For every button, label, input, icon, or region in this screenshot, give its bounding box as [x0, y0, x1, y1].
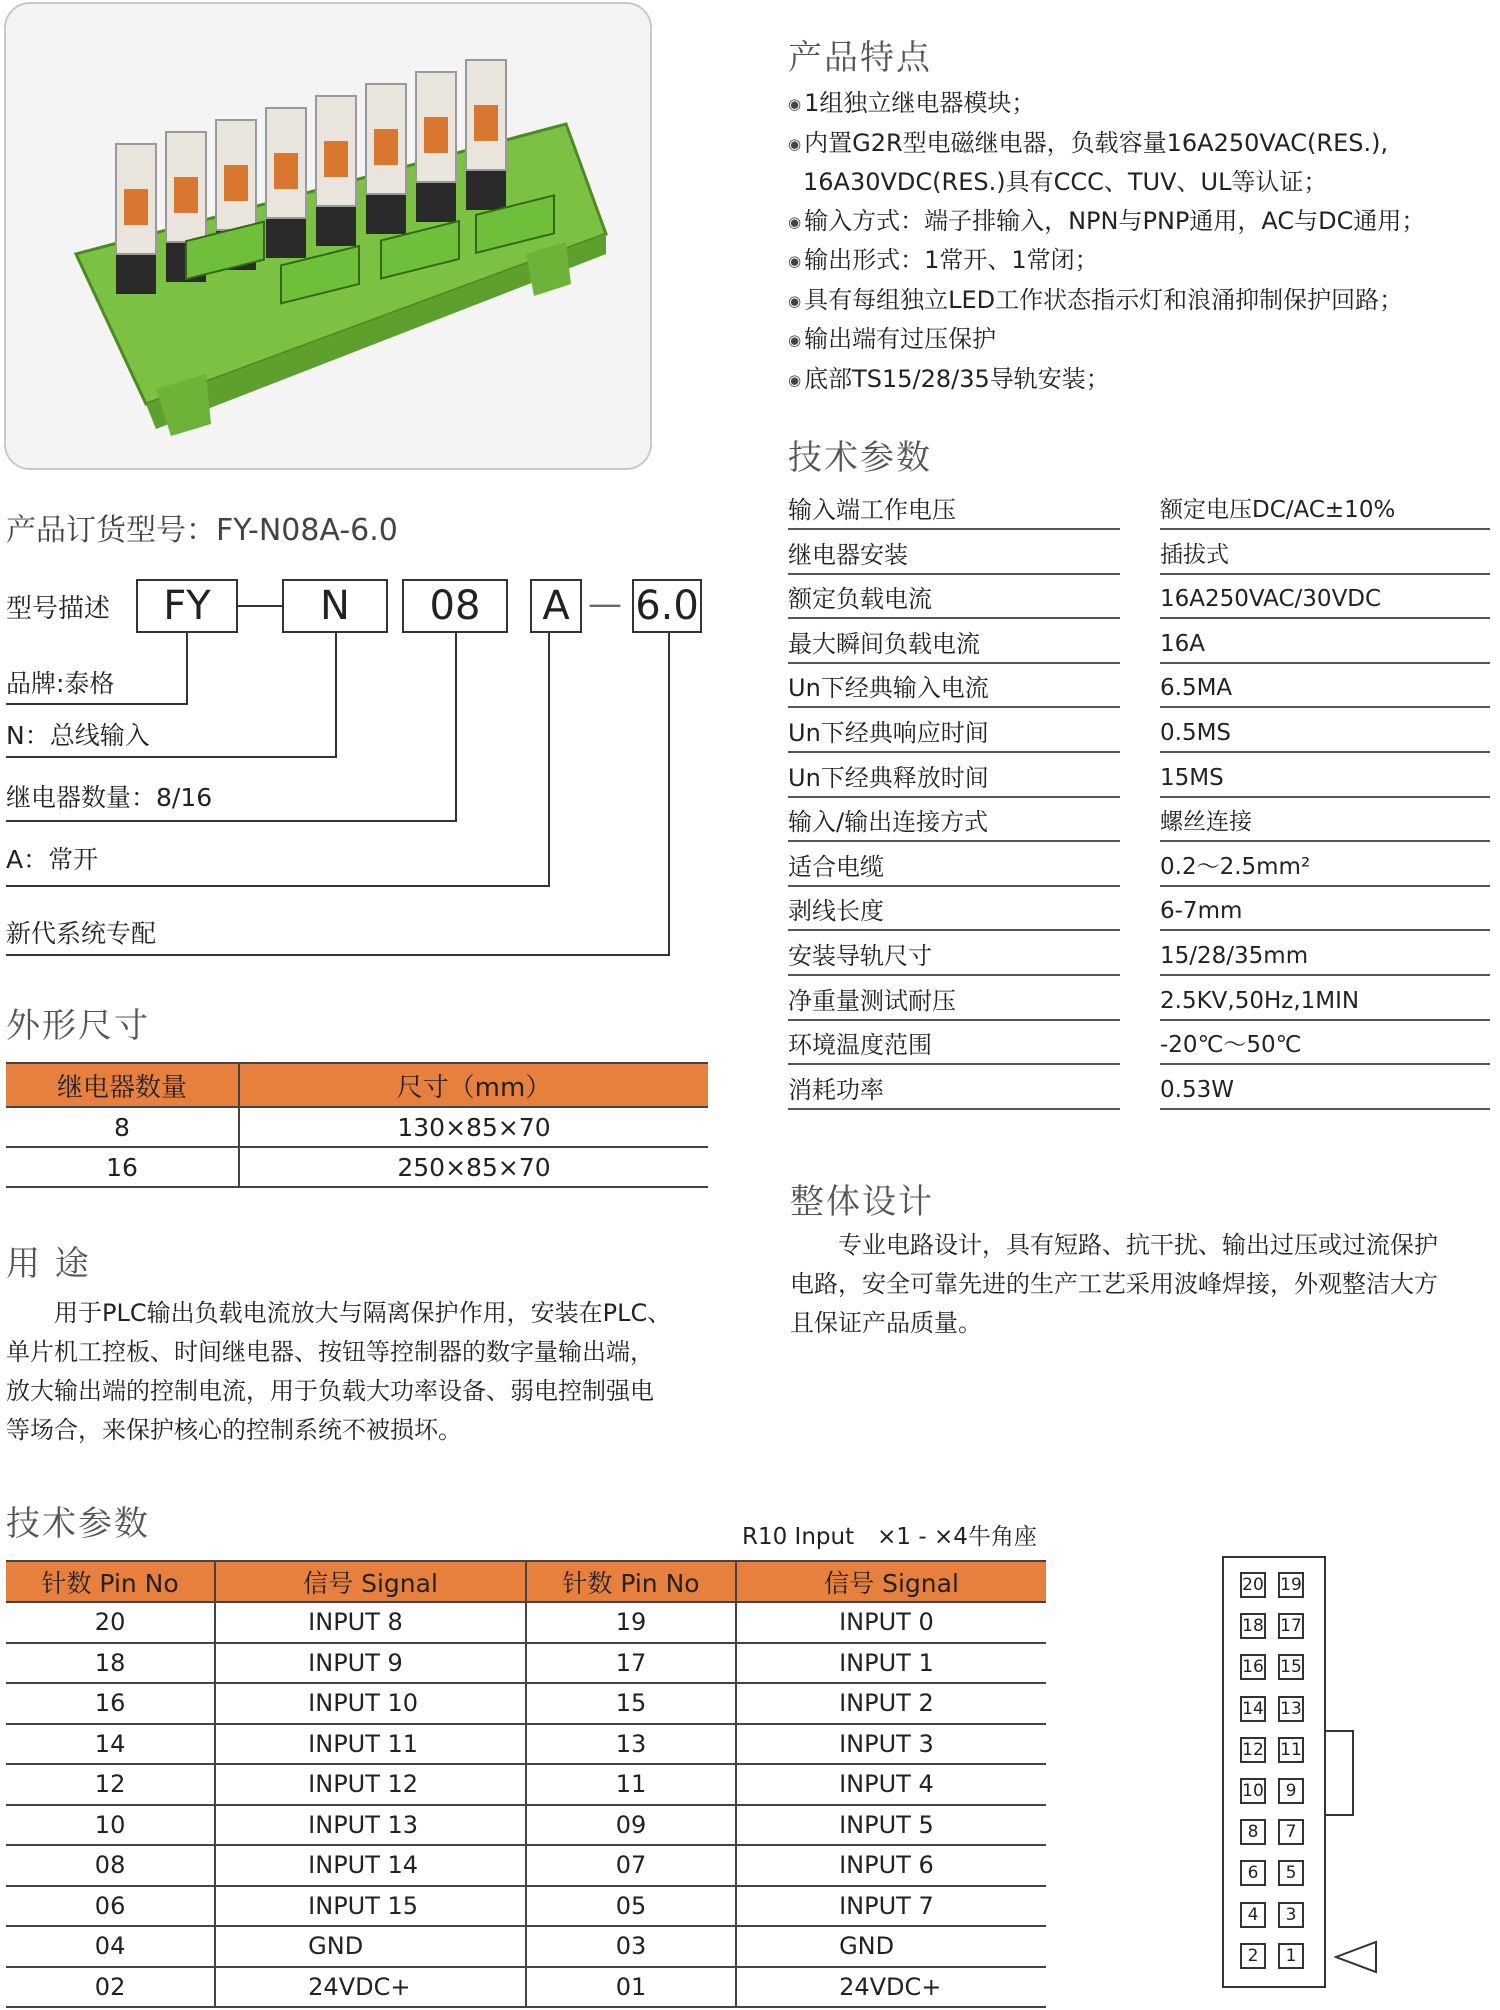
pin-no-cell: 04 [6, 1926, 215, 1967]
pin-no-cell: 20 [6, 1602, 215, 1643]
relay-count-cell: 16 [6, 1147, 239, 1187]
spec-value: 0.2～2.5mm² [1160, 847, 1490, 887]
spec-row [788, 981, 1490, 1026]
spec-row [788, 490, 1490, 535]
spec-row [788, 535, 1490, 580]
pin-no-cell: 07 [526, 1845, 736, 1886]
signal-cell: INPUT 6 [736, 1845, 1046, 1886]
spec-row [788, 891, 1490, 936]
spec-key: Un下经典输入电流 [788, 668, 1120, 708]
features-title: 产品特点 [788, 38, 932, 78]
spec-value: 16A250VAC/30VDC [1160, 579, 1490, 619]
spec-row [788, 579, 1490, 624]
spec-key: 输入端工作电压 [788, 490, 1120, 530]
relay-module-illustration [6, 4, 650, 468]
connector-pin: 12 [1240, 1737, 1266, 1763]
spec-key: 剥线长度 [788, 891, 1120, 931]
spec-row [788, 1070, 1490, 1115]
spec-key: 适合电缆 [788, 847, 1120, 887]
signal-cell: INPUT 4 [736, 1764, 1046, 1805]
spec-key: Un下经典响应时间 [788, 713, 1120, 753]
signal-cell: INPUT 5 [736, 1805, 1046, 1846]
connector-pin: 6 [1240, 1860, 1266, 1886]
leader-line [6, 885, 550, 887]
feature-list [788, 84, 1488, 399]
spec-value: 15MS [1160, 758, 1490, 798]
spec-key: Un下经典释放时间 [788, 758, 1120, 798]
design-paragraph [790, 1226, 1500, 1343]
relay-coil [274, 153, 298, 189]
table-row [6, 1107, 708, 1147]
signal-cell: GND [736, 1926, 1046, 1967]
connector-pin: 14 [1240, 1696, 1266, 1722]
spec-value: -20℃～50℃ [1160, 1025, 1490, 1065]
desc-input: N：总线输入 [6, 721, 150, 750]
code-box-brand: FY [136, 579, 238, 633]
connector-pin: 8 [1240, 1819, 1266, 1845]
usage-line: 放大输出端的控制电流，用于负载大功率设备、弱电控制强电 [6, 1377, 654, 1405]
table-header-row [6, 1561, 1046, 1602]
spec-value: 15/28/35mm [1160, 936, 1490, 976]
leader-line [6, 756, 337, 758]
bullet-icon: ◉ [788, 212, 802, 231]
spec-row [788, 624, 1490, 669]
signal-cell: INPUT 7 [736, 1886, 1046, 1927]
spec-value: 16A [1160, 624, 1490, 664]
connector-pin: 4 [1240, 1902, 1266, 1928]
pin-no-cell: 13 [526, 1724, 736, 1765]
spec-row [788, 847, 1490, 892]
relay-socket [416, 182, 456, 222]
signal-cell: GND [215, 1926, 526, 1967]
table-row [6, 1683, 1046, 1724]
signal-cell: 24VDC+ [736, 1967, 1046, 2008]
feature-item: ◉ 底部TS15/28/35导轨安装； [788, 364, 1110, 393]
design-line: 专业电路设计，具有短路、抗干扰、输出过压或过流保护 [790, 1231, 1438, 1259]
code-box-count: 08 [402, 579, 508, 633]
header-relay-count: 继电器数量 [6, 1063, 239, 1107]
pin-no-cell: 15 [526, 1683, 736, 1724]
bullet-icon: ◉ [788, 331, 802, 349]
dimensions-table [6, 1062, 708, 1188]
signal-cell: INPUT 0 [736, 1602, 1046, 1643]
pin-no-cell: 16 [6, 1683, 215, 1724]
connector-pin: 1 [1278, 1943, 1304, 1969]
connector-pin: 19 [1278, 1572, 1304, 1598]
signal-cell: INPUT 2 [736, 1683, 1046, 1724]
table-row [6, 1643, 1046, 1684]
pin-no-cell: 06 [6, 1886, 215, 1927]
header-pin-no: 针数 Pin No [526, 1561, 736, 1602]
spec-key: 额定负载电流 [788, 579, 1120, 619]
table-row [6, 1845, 1046, 1886]
signal-cell: INPUT 11 [215, 1724, 526, 1765]
pin-no-cell: 05 [526, 1886, 736, 1927]
design-title: 整体设计 [790, 1182, 934, 1222]
signal-cell: INPUT 13 [215, 1805, 526, 1846]
connector-pin: 20 [1240, 1572, 1266, 1598]
feature-item: ◉ 输入方式：端子排输入，NPN与PNP通用，AC与DC通用； [788, 206, 1426, 235]
pin-no-cell: 02 [6, 1967, 215, 2008]
pin-no-cell: 09 [526, 1805, 736, 1846]
pin-no-cell: 10 [6, 1805, 215, 1846]
feature-item: ◉ 具有每组独立LED工作状态指示灯和浪涌抑制保护回路； [788, 285, 1404, 314]
code-box-type: A [530, 579, 582, 633]
leader-line [548, 633, 550, 887]
signal-cell: INPUT 12 [215, 1764, 526, 1805]
usage-line: 单片机工控板、时间继电器、按钮等控制器的数字量输出端， [6, 1338, 654, 1366]
bullet-icon: ◉ [788, 252, 802, 270]
spec-value: 额定电压DC/AC±10% [1160, 490, 1490, 530]
spec-row [788, 713, 1490, 758]
code-dash: — [588, 584, 622, 624]
leader-line [335, 633, 337, 758]
connector-pin: 16 [1240, 1654, 1266, 1680]
spec-key: 输入/输出连接方式 [788, 802, 1120, 842]
order-model-title: 产品订货型号：FY-N08A-6.0 [6, 513, 398, 548]
product-photo [4, 2, 652, 470]
relay-coil [124, 189, 148, 225]
size-cell: 250×85×70 [239, 1147, 708, 1187]
spec-value: 2.5KV,50Hz,1MIN [1160, 981, 1490, 1021]
pin-no-cell: 19 [526, 1602, 736, 1643]
signal-cell: INPUT 10 [215, 1683, 526, 1724]
table-row [6, 1967, 1046, 2008]
spec-row [788, 668, 1490, 713]
connector-pin: 15 [1278, 1654, 1304, 1680]
connector-pin: 2 [1240, 1943, 1266, 1969]
signal-cell: INPUT 9 [215, 1643, 526, 1684]
header-signal: 信号 Signal [215, 1561, 526, 1602]
leader-line [455, 633, 457, 822]
relay-coil [224, 165, 248, 201]
pin-no-cell: 12 [6, 1764, 215, 1805]
spec-key: 继电器安装 [788, 535, 1120, 575]
connector-pin: 7 [1278, 1819, 1304, 1845]
signal-cell: INPUT 14 [215, 1845, 526, 1886]
header-pin-no: 针数 Pin No [6, 1561, 215, 1602]
table-row [6, 1926, 1046, 1967]
bullet-icon: ◉ [788, 370, 802, 389]
spec-row [788, 802, 1490, 847]
pin-no-cell: 14 [6, 1724, 215, 1765]
leader-line [6, 820, 457, 822]
table-row [6, 1805, 1046, 1846]
usage-paragraph [6, 1294, 746, 1450]
table-row [6, 1147, 708, 1187]
pin-no-cell: 08 [6, 1845, 215, 1886]
relay-socket [466, 170, 506, 210]
spec-value: 0.5MS [1160, 713, 1490, 753]
spec-table [788, 490, 1490, 1114]
relay-coil [474, 105, 498, 141]
pin-no-cell: 01 [526, 1967, 736, 2008]
spec-key: 净重量测试耐压 [788, 981, 1120, 1021]
signal-cell: INPUT 3 [736, 1724, 1046, 1765]
connector-pin: 9 [1278, 1778, 1304, 1804]
spec-row [788, 1025, 1490, 1070]
spec-key: 最大瞬间负载电流 [788, 624, 1120, 664]
table-row [6, 1602, 1046, 1643]
connector-pin: 13 [1278, 1696, 1304, 1722]
pin1-marker-icon [1334, 1940, 1378, 1974]
feature-item: ◉ 1组独立继电器模块； [788, 89, 1036, 117]
size-cell: 130×85×70 [239, 1107, 708, 1147]
table-row [6, 1886, 1046, 1927]
relay-socket [116, 254, 156, 294]
relay-count-cell: 8 [6, 1107, 239, 1147]
code-box-input: N [282, 579, 388, 633]
design-line: 电路，安全可靠先进的生产工艺采用波峰焊接，外观整洁大方 [790, 1270, 1438, 1298]
code-box-system: 6.0 [632, 579, 702, 633]
table-row [6, 1764, 1046, 1805]
leader-line [668, 633, 670, 956]
feature-item: ◉ 输出端有过压保护 [788, 325, 997, 353]
desc-system: 新代系统专配 [6, 919, 157, 948]
pin-no-cell: 17 [526, 1643, 736, 1684]
dimensions-title: 外形尺寸 [6, 1006, 150, 1046]
code-connector [238, 605, 282, 607]
usage-line: 等场合，来保护核心的控制系统不被损坏。 [6, 1416, 462, 1444]
spec-row [788, 758, 1490, 803]
usage-title: 用 途 [6, 1244, 91, 1284]
relay-coil [374, 129, 398, 165]
relay-socket [366, 194, 406, 234]
connector-pin: 3 [1278, 1902, 1304, 1928]
connector-note: R10 Input ×1 - ×4牛角座 [742, 1524, 1037, 1550]
signal-cell: INPUT 15 [215, 1886, 526, 1927]
relay-coil [424, 117, 448, 153]
table-header-row [6, 1063, 708, 1107]
relay-socket [316, 206, 356, 246]
desc-type: A：常开 [6, 845, 99, 874]
pin-no-cell: 18 [6, 1643, 215, 1684]
desc-brand: 品牌:泰格 [6, 669, 115, 698]
bullet-icon: ◉ [788, 95, 802, 113]
spec-key: 消耗功率 [788, 1070, 1120, 1110]
connector-pin: 11 [1278, 1737, 1304, 1763]
spec-row [788, 936, 1490, 981]
pin-table [6, 1560, 1046, 2008]
relay-socket [266, 218, 306, 258]
signal-cell: INPUT 1 [736, 1643, 1046, 1684]
usage-line: 用于PLC输出负载电流放大与隔离保护作用，安装在PLC、 [6, 1299, 672, 1327]
connector-pin: 5 [1278, 1860, 1304, 1886]
leader-line [6, 954, 670, 956]
bullet-icon: ◉ [788, 291, 802, 310]
connector-key [1324, 1730, 1354, 1816]
leader-line [186, 633, 188, 705]
bullet-icon: ◉ [788, 134, 802, 153]
connector-pin: 17 [1278, 1613, 1304, 1639]
relay-coil [174, 177, 198, 213]
feature-item-continued: 16A30VDC(RES.)具有CCC、TUV、UL等认证； [803, 168, 1328, 196]
leader-line [6, 703, 188, 705]
pin-no-cell: 11 [526, 1764, 736, 1805]
feature-item: ◉ 输出形式：1常开、1常闭； [788, 246, 1099, 274]
spec-value: 0.53W [1160, 1070, 1490, 1110]
spec-key: 环境温度范围 [788, 1025, 1120, 1065]
spec-value: 插拔式 [1160, 535, 1490, 575]
desc-count: 继电器数量：8/16 [6, 783, 213, 812]
header-signal: 信号 Signal [736, 1561, 1046, 1602]
pins-title: 技术参数 [6, 1504, 150, 1544]
table-row [6, 1724, 1046, 1765]
feature-item: ◉ 内置G2R型电磁继电器，负载容量16A250VAC(RES.), [788, 128, 1389, 157]
signal-cell: INPUT 8 [215, 1602, 526, 1643]
header-size: 尺寸（mm） [239, 1063, 708, 1107]
connector-pin: 10 [1240, 1778, 1266, 1804]
pin-no-cell: 03 [526, 1926, 736, 1967]
model-description-label: 型号描述 [6, 594, 111, 624]
spec-value: 6-7mm [1160, 891, 1490, 931]
signal-cell: 24VDC+ [215, 1967, 526, 2008]
connector-diagram [1222, 1556, 1326, 1988]
relay-coil [324, 141, 348, 177]
spec-key: 安装导轨尺寸 [788, 936, 1120, 976]
connector-pin: 18 [1240, 1613, 1266, 1639]
spec-value: 6.5MA [1160, 668, 1490, 708]
design-line: 且保证产品质量。 [790, 1309, 982, 1337]
spec-value: 螺丝连接 [1160, 802, 1490, 842]
specs-title: 技术参数 [788, 438, 932, 478]
